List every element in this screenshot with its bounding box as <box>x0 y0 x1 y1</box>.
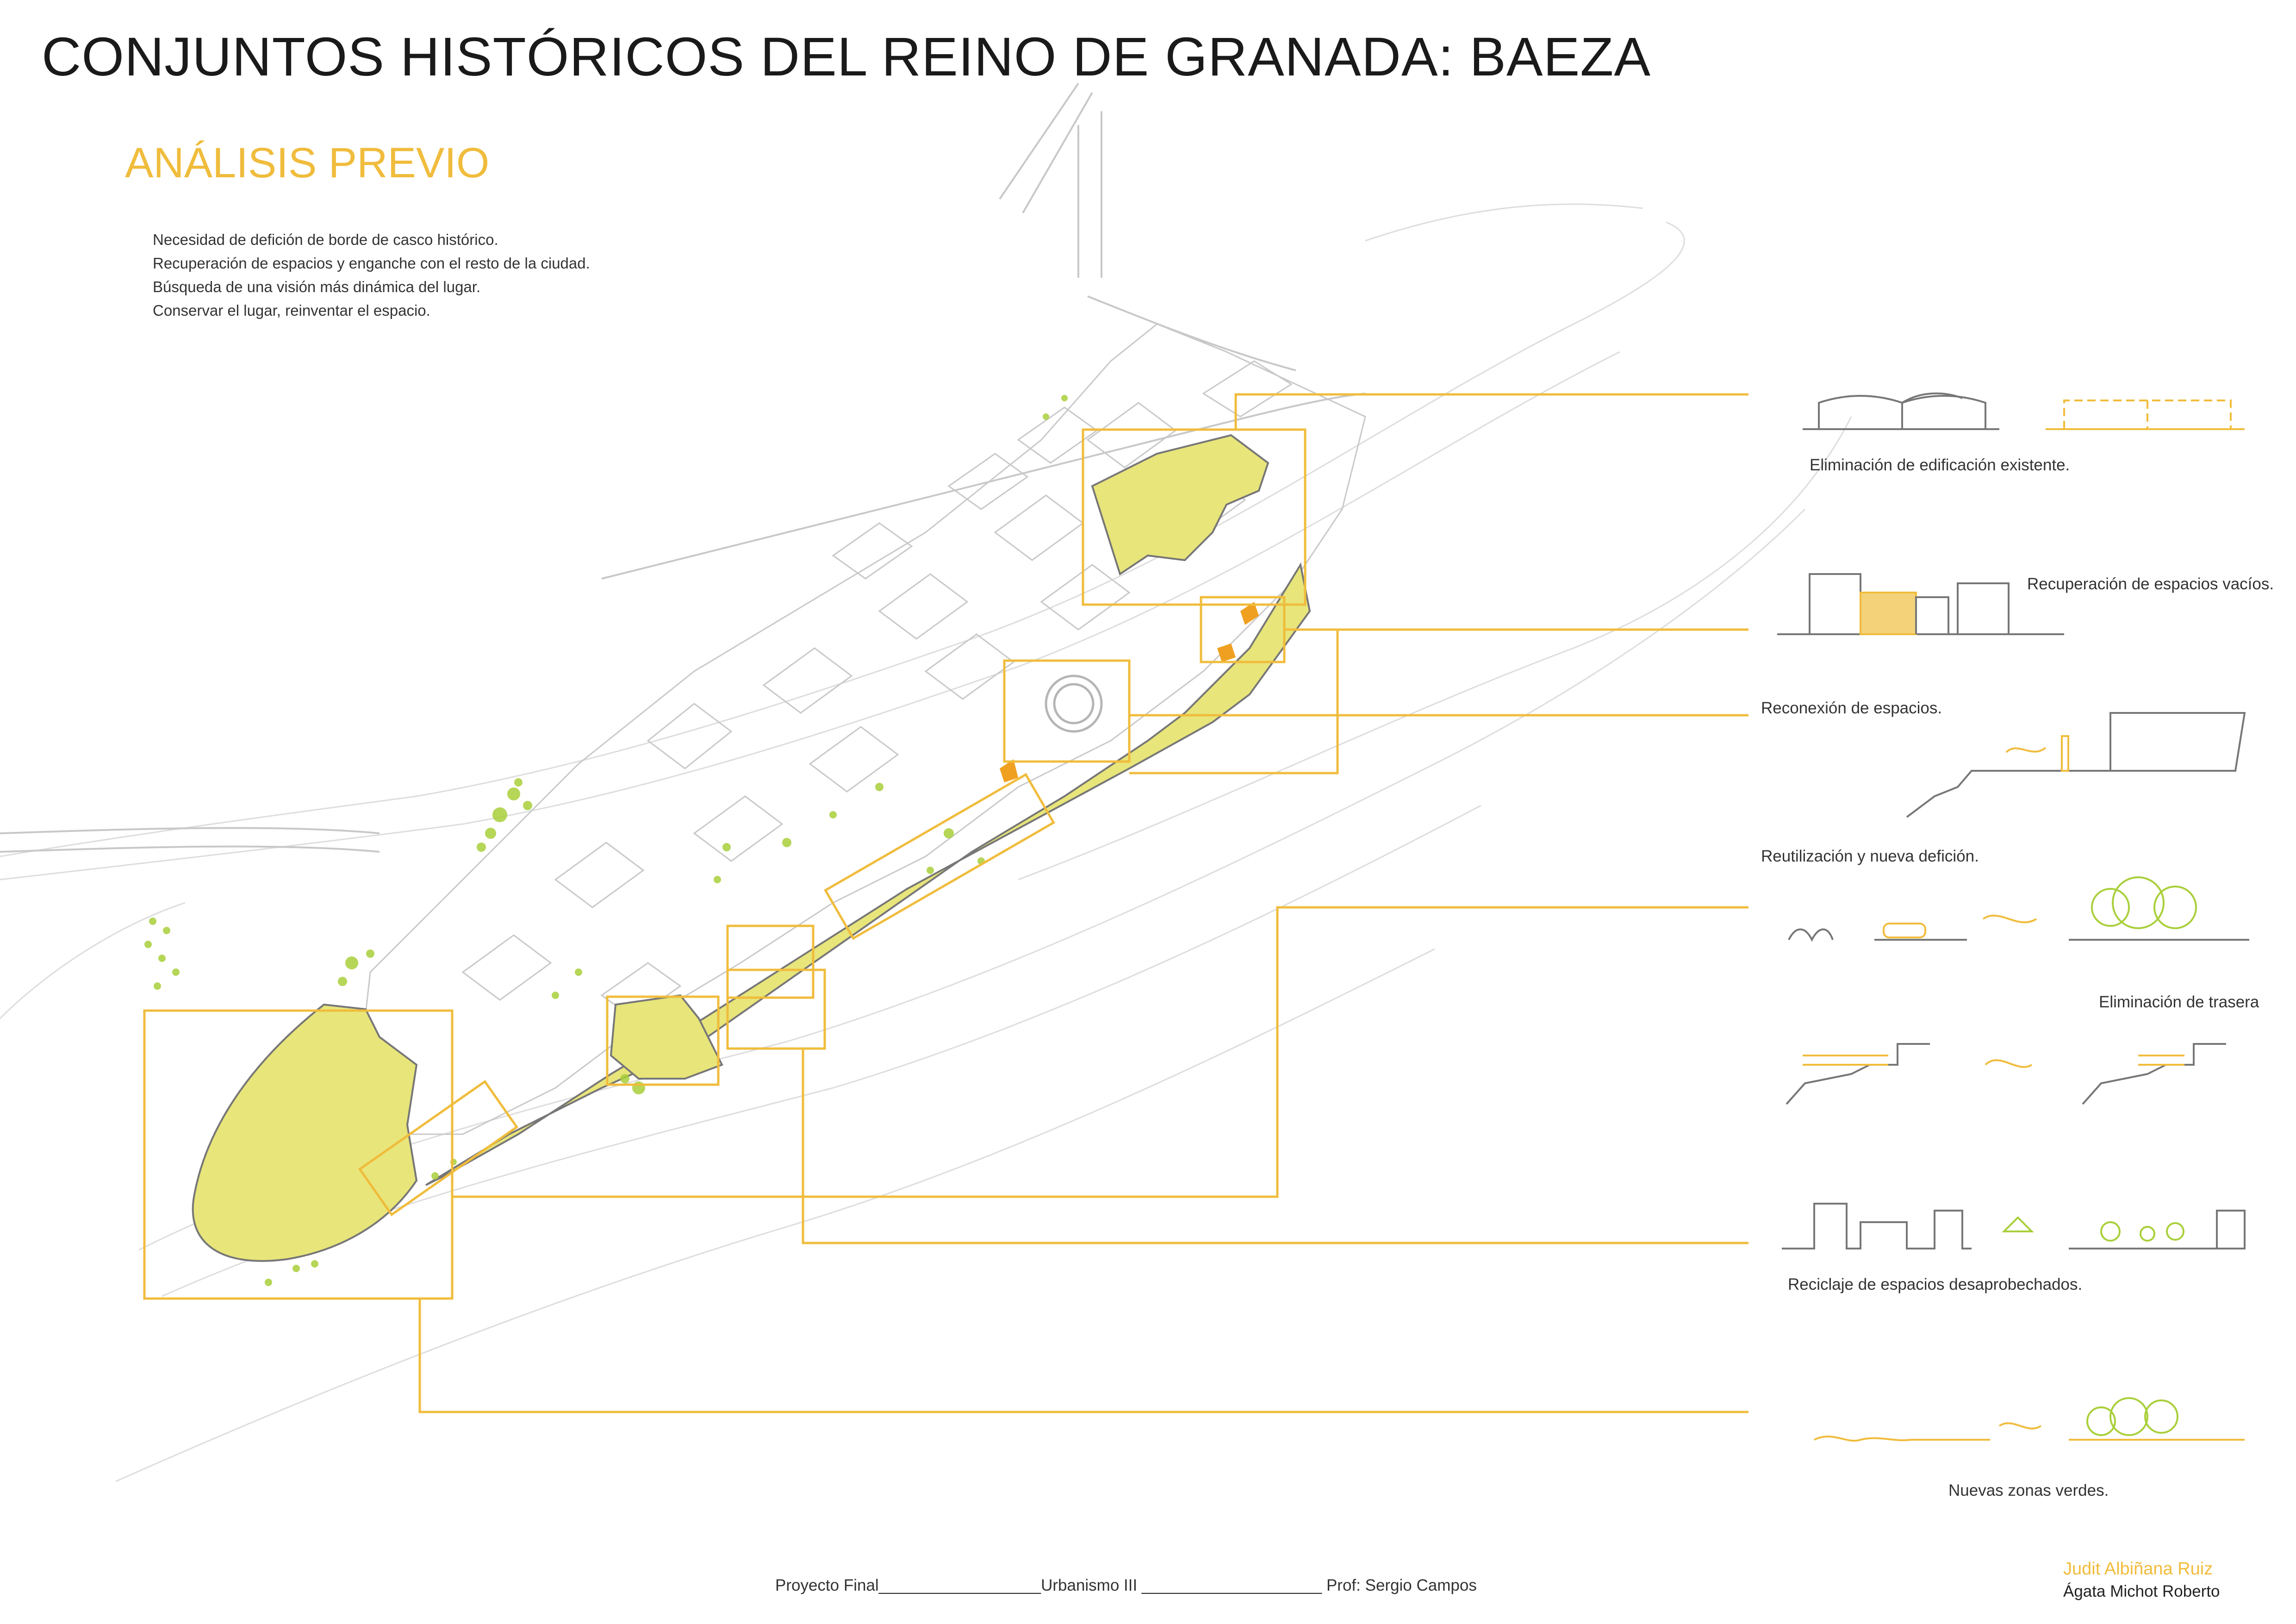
author-name: Ágata Michot Roberto <box>2063 1582 2220 1600</box>
section-subtitle: ANÁLISIS PREVIO <box>125 139 490 187</box>
footer-course: Proyecto Final__________________Urbanismo III ____________________ Prof: Sergio Campos <box>775 1576 1477 1594</box>
page-title: CONJUNTOS HISTÓRICOS DEL REINO DE GRANADA: BAEZA <box>42 26 1651 87</box>
icon-new-green <box>1814 1398 2245 1441</box>
icon-demolition <box>1803 394 2245 429</box>
strategy-label: Eliminación de edificación existente. <box>1810 456 2070 474</box>
strategy-label: Eliminación de trasera <box>2099 993 2259 1011</box>
icon-empty-recovery <box>1777 574 2064 634</box>
strategy-label: Nuevas zonas verdes. <box>1948 1481 2109 1499</box>
icon-reuse <box>1789 877 2249 940</box>
strategy-label: Recuperación de espacios vacíos. <box>2027 575 2274 593</box>
intro-line: Recuperación de espacios y enganche con el resto de la ciudad. <box>153 255 590 272</box>
intro-line: Conservar el lugar, reinventar el espacio. <box>153 302 430 319</box>
intro-line: Búsqueda de una visión más dinámica del lugar. <box>153 278 481 295</box>
intro-line: Necesidad de defición de borde de casco histórico. <box>153 231 498 248</box>
author-name: Judit Albiñana Ruiz <box>2063 1559 2213 1579</box>
strategy-label: Reutilización y nueva defición. <box>1761 847 1979 865</box>
strategy-label: Reciclaje de espacios desaprobechados. <box>1788 1275 2083 1293</box>
strategy-label: Reconexión de espacios. <box>1761 699 1942 717</box>
icon-recycling <box>1782 1204 2245 1249</box>
icon-reconnection <box>1907 713 2245 817</box>
icon-rear-removal <box>1786 1044 2226 1104</box>
